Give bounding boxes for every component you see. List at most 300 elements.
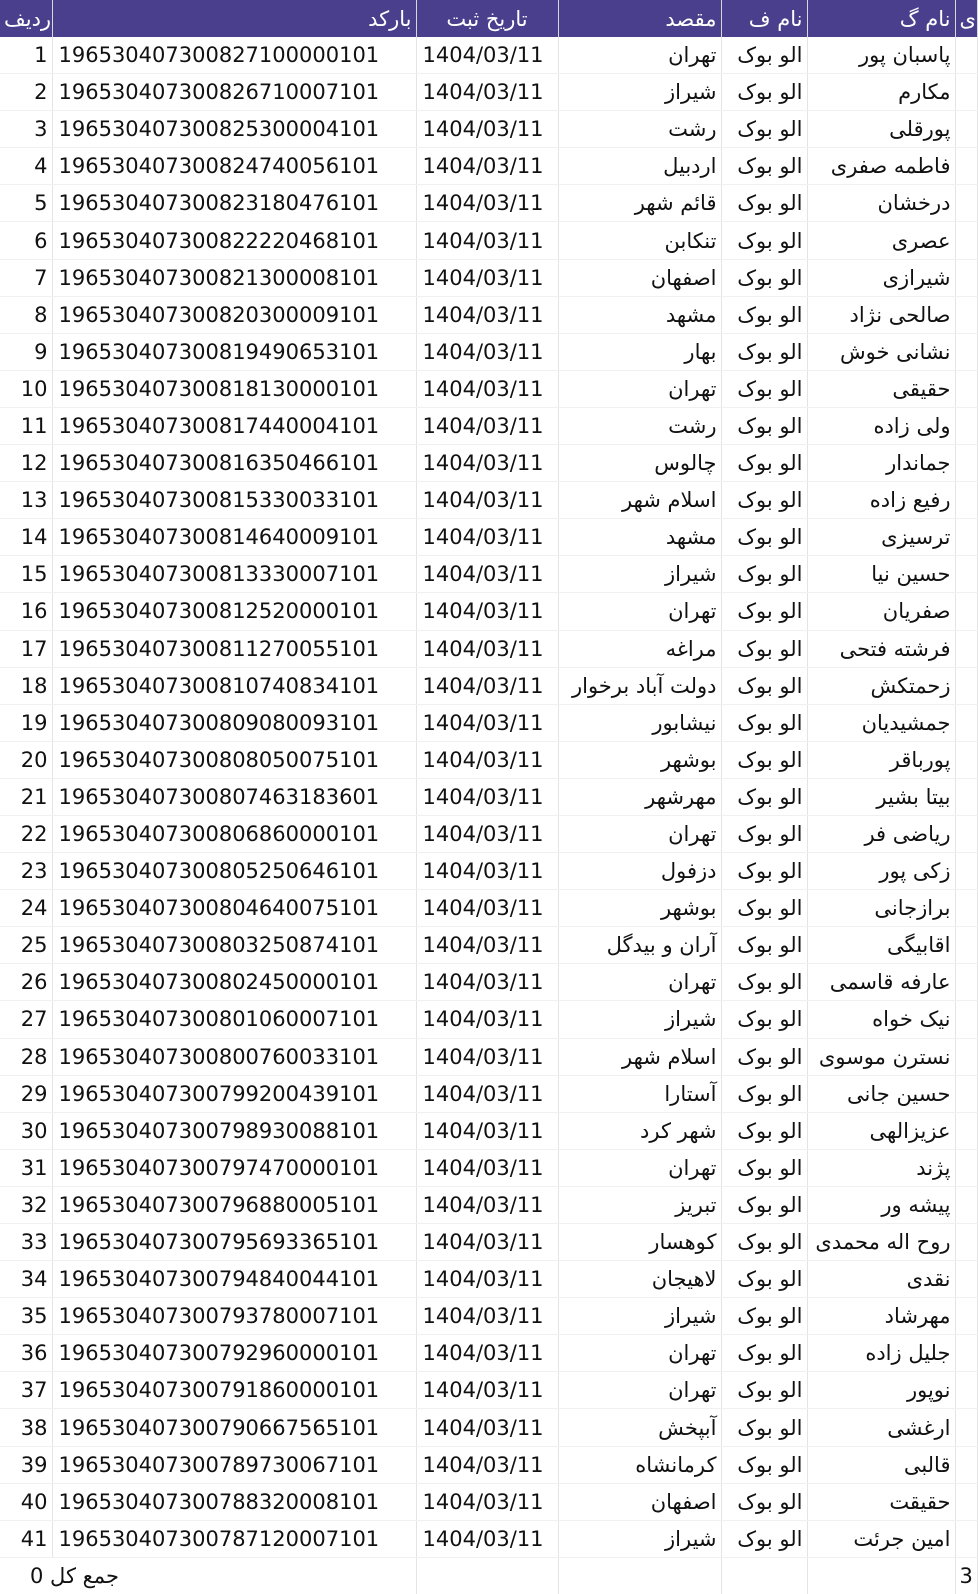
sender-cell[interactable]: الو بوک <box>721 1409 807 1446</box>
total-empty-receiver[interactable] <box>807 1557 955 1594</box>
destination-cell[interactable]: شیراز <box>558 1298 721 1335</box>
receiver-cell[interactable]: نسترن موسوی <box>807 1038 955 1075</box>
barcode-cell[interactable]: 196530407300805250646101 <box>52 853 416 890</box>
row-number-cell[interactable]: 18 <box>0 667 52 704</box>
barcode-cell[interactable]: 196530407300818130000101 <box>52 370 416 407</box>
sender-cell[interactable]: الو بوک <box>721 407 807 444</box>
extra-cell[interactable] <box>955 1112 977 1149</box>
destination-cell[interactable]: لاهیجان <box>558 1261 721 1298</box>
extra-cell[interactable] <box>955 1372 977 1409</box>
destination-cell[interactable]: دولت آباد برخوار <box>558 667 721 704</box>
destination-cell[interactable]: تهران <box>558 593 721 630</box>
header-row-no[interactable]: ردیف <box>0 0 52 37</box>
receiver-cell[interactable]: روح اله محمدی <box>807 1224 955 1261</box>
receiver-cell[interactable]: نقدی <box>807 1261 955 1298</box>
row-number-cell[interactable]: 20 <box>0 741 52 778</box>
row-number-cell[interactable]: 27 <box>0 1001 52 1038</box>
destination-cell[interactable]: آستارا <box>558 1075 721 1112</box>
receiver-cell[interactable]: قالبی <box>807 1446 955 1483</box>
barcode-cell[interactable]: 196530407300789730067101 <box>52 1446 416 1483</box>
extra-cell[interactable] <box>955 445 977 482</box>
receiver-cell[interactable]: برازجانی <box>807 890 955 927</box>
barcode-cell[interactable]: 196530407300824740056101 <box>52 148 416 185</box>
extra-cell[interactable] <box>955 1001 977 1038</box>
reg-date-cell[interactable]: 1404/03/11 <box>416 296 558 333</box>
extra-cell[interactable] <box>955 853 977 890</box>
header-barcode[interactable]: بارکد <box>52 0 416 37</box>
row-number-cell[interactable]: 30 <box>0 1112 52 1149</box>
row-number-cell[interactable]: 11 <box>0 407 52 444</box>
barcode-cell[interactable]: 196530407300823180476101 <box>52 185 416 222</box>
total-extra[interactable]: 3 <box>955 1557 977 1594</box>
barcode-cell[interactable]: 196530407300800760033101 <box>52 1038 416 1075</box>
reg-date-cell[interactable]: 1404/03/11 <box>416 519 558 556</box>
barcode-cell[interactable]: 196530407300814640009101 <box>52 519 416 556</box>
row-number-cell[interactable]: 24 <box>0 890 52 927</box>
receiver-cell[interactable]: بیتا بشیر <box>807 778 955 815</box>
receiver-cell[interactable]: عارفه قاسمی <box>807 964 955 1001</box>
extra-cell[interactable] <box>955 519 977 556</box>
destination-cell[interactable]: رشت <box>558 111 721 148</box>
receiver-cell[interactable]: نیک خواه <box>807 1001 955 1038</box>
reg-date-cell[interactable]: 1404/03/11 <box>416 37 558 74</box>
destination-cell[interactable]: تنکابن <box>558 222 721 259</box>
sender-cell[interactable]: الو بوک <box>721 1335 807 1372</box>
sender-cell[interactable]: الو بوک <box>721 667 807 704</box>
barcode-cell[interactable]: 196530407300803250874101 <box>52 927 416 964</box>
sender-cell[interactable]: الو بوک <box>721 1149 807 1186</box>
reg-date-cell[interactable]: 1404/03/11 <box>416 333 558 370</box>
destination-cell[interactable]: تهران <box>558 370 721 407</box>
destination-cell[interactable]: تهران <box>558 964 721 1001</box>
row-number-cell[interactable]: 7 <box>0 259 52 296</box>
reg-date-cell[interactable]: 1404/03/11 <box>416 741 558 778</box>
row-number-cell[interactable]: 37 <box>0 1372 52 1409</box>
receiver-cell[interactable]: حسین نیا <box>807 556 955 593</box>
barcode-cell[interactable]: 196530407300792960000101 <box>52 1335 416 1372</box>
barcode-cell[interactable]: 196530407300807463183601 <box>52 778 416 815</box>
extra-cell[interactable] <box>955 704 977 741</box>
reg-date-cell[interactable]: 1404/03/11 <box>416 222 558 259</box>
receiver-cell[interactable]: مهرشاد <box>807 1298 955 1335</box>
destination-cell[interactable]: بهار <box>558 333 721 370</box>
sender-cell[interactable]: الو بوک <box>721 1520 807 1557</box>
barcode-cell[interactable]: 196530407300788320008101 <box>52 1483 416 1520</box>
header-receiver[interactable]: نام گ <box>807 0 955 37</box>
reg-date-cell[interactable]: 1404/03/11 <box>416 667 558 704</box>
destination-cell[interactable]: بوشهر <box>558 741 721 778</box>
receiver-cell[interactable]: عزیزالهی <box>807 1112 955 1149</box>
total-empty-date[interactable] <box>416 1557 558 1594</box>
reg-date-cell[interactable]: 1404/03/11 <box>416 927 558 964</box>
sender-cell[interactable]: الو بوک <box>721 1186 807 1223</box>
destination-cell[interactable]: اسلام شهر <box>558 1038 721 1075</box>
extra-cell[interactable] <box>955 37 977 74</box>
reg-date-cell[interactable]: 1404/03/11 <box>416 74 558 111</box>
destination-cell[interactable]: کرمانشاه <box>558 1446 721 1483</box>
receiver-cell[interactable]: پورباقر <box>807 741 955 778</box>
extra-cell[interactable] <box>955 370 977 407</box>
total-empty-dest[interactable] <box>558 1557 721 1594</box>
row-number-cell[interactable]: 28 <box>0 1038 52 1075</box>
extra-cell[interactable] <box>955 296 977 333</box>
reg-date-cell[interactable]: 1404/03/11 <box>416 556 558 593</box>
reg-date-cell[interactable]: 1404/03/11 <box>416 1261 558 1298</box>
barcode-cell[interactable]: 196530407300801060007101 <box>52 1001 416 1038</box>
extra-cell[interactable] <box>955 964 977 1001</box>
extra-cell[interactable] <box>955 1149 977 1186</box>
row-number-cell[interactable]: 19 <box>0 704 52 741</box>
barcode-cell[interactable]: 196530407300812520000101 <box>52 593 416 630</box>
destination-cell[interactable]: اردبیل <box>558 148 721 185</box>
row-number-cell[interactable]: 25 <box>0 927 52 964</box>
sender-cell[interactable]: الو بوک <box>721 630 807 667</box>
sender-cell[interactable]: الو بوک <box>721 37 807 74</box>
reg-date-cell[interactable]: 1404/03/11 <box>416 1224 558 1261</box>
sender-cell[interactable]: الو بوک <box>721 815 807 852</box>
receiver-cell[interactable]: امین جرئت <box>807 1520 955 1557</box>
barcode-cell[interactable]: 196530407300826710007101 <box>52 74 416 111</box>
header-extra[interactable]: ی <box>955 0 977 37</box>
reg-date-cell[interactable]: 1404/03/11 <box>416 1149 558 1186</box>
destination-cell[interactable]: مشهد <box>558 296 721 333</box>
barcode-cell[interactable]: 196530407300821300008101 <box>52 259 416 296</box>
destination-cell[interactable]: تهران <box>558 1149 721 1186</box>
destination-cell[interactable]: تهران <box>558 1335 721 1372</box>
row-number-cell[interactable]: 5 <box>0 185 52 222</box>
barcode-cell[interactable]: 196530407300813330007101 <box>52 556 416 593</box>
extra-cell[interactable] <box>955 556 977 593</box>
barcode-cell[interactable]: 196530407300787120007101 <box>52 1520 416 1557</box>
barcode-cell[interactable]: 196530407300809080093101 <box>52 704 416 741</box>
destination-cell[interactable]: تهران <box>558 815 721 852</box>
row-number-cell[interactable]: 40 <box>0 1483 52 1520</box>
extra-cell[interactable] <box>955 74 977 111</box>
receiver-cell[interactable]: فرشته فتحی <box>807 630 955 667</box>
receiver-cell[interactable]: نوپور <box>807 1372 955 1409</box>
sender-cell[interactable]: الو بوک <box>721 1372 807 1409</box>
destination-cell[interactable]: اصفهان <box>558 259 721 296</box>
sender-cell[interactable]: الو بوک <box>721 148 807 185</box>
destination-cell[interactable]: شیراز <box>558 74 721 111</box>
row-number-cell[interactable]: 29 <box>0 1075 52 1112</box>
receiver-cell[interactable]: فاطمه صفری <box>807 148 955 185</box>
destination-cell[interactable]: اصفهان <box>558 1483 721 1520</box>
destination-cell[interactable]: آبپخش <box>558 1409 721 1446</box>
reg-date-cell[interactable]: 1404/03/11 <box>416 1483 558 1520</box>
barcode-cell[interactable]: 196530407300795693365101 <box>52 1224 416 1261</box>
sender-cell[interactable]: الو بوک <box>721 1446 807 1483</box>
row-number-cell[interactable]: 22 <box>0 815 52 852</box>
reg-date-cell[interactable]: 1404/03/11 <box>416 1186 558 1223</box>
receiver-cell[interactable]: جماندار <box>807 445 955 482</box>
destination-cell[interactable]: قائم شهر <box>558 185 721 222</box>
extra-cell[interactable] <box>955 1261 977 1298</box>
receiver-cell[interactable]: عصری <box>807 222 955 259</box>
reg-date-cell[interactable]: 1404/03/11 <box>416 1372 558 1409</box>
reg-date-cell[interactable]: 1404/03/11 <box>416 111 558 148</box>
reg-date-cell[interactable]: 1404/03/11 <box>416 1409 558 1446</box>
reg-date-cell[interactable]: 1404/03/11 <box>416 445 558 482</box>
extra-cell[interactable] <box>955 1335 977 1372</box>
row-number-cell[interactable]: 39 <box>0 1446 52 1483</box>
row-number-cell[interactable]: 16 <box>0 593 52 630</box>
receiver-cell[interactable]: پاسبان پور <box>807 37 955 74</box>
reg-date-cell[interactable]: 1404/03/11 <box>416 370 558 407</box>
barcode-cell[interactable]: 196530407300794840044101 <box>52 1261 416 1298</box>
reg-date-cell[interactable]: 1404/03/11 <box>416 1520 558 1557</box>
barcode-cell[interactable]: 196530407300817440004101 <box>52 407 416 444</box>
receiver-cell[interactable]: جمشیدیان <box>807 704 955 741</box>
receiver-cell[interactable]: پورقلی <box>807 111 955 148</box>
extra-cell[interactable] <box>955 1409 977 1446</box>
destination-cell[interactable]: کوهسار <box>558 1224 721 1261</box>
sender-cell[interactable]: الو بوک <box>721 704 807 741</box>
barcode-cell[interactable]: 196530407300796880005101 <box>52 1186 416 1223</box>
receiver-cell[interactable]: رفیع زاده <box>807 482 955 519</box>
row-number-cell[interactable]: 31 <box>0 1149 52 1186</box>
header-destination[interactable]: مقصد <box>558 0 721 37</box>
header-sender[interactable]: نام ف <box>721 0 807 37</box>
reg-date-cell[interactable]: 1404/03/11 <box>416 778 558 815</box>
reg-date-cell[interactable]: 1404/03/11 <box>416 1298 558 1335</box>
barcode-cell[interactable]: 196530407300798930088101 <box>52 1112 416 1149</box>
barcode-cell[interactable]: 196530407300790667565101 <box>52 1409 416 1446</box>
barcode-cell[interactable]: 196530407300811270055101 <box>52 630 416 667</box>
barcode-cell[interactable]: 196530407300791860000101 <box>52 1372 416 1409</box>
sender-cell[interactable]: الو بوک <box>721 296 807 333</box>
row-number-cell[interactable]: 8 <box>0 296 52 333</box>
reg-date-cell[interactable]: 1404/03/11 <box>416 704 558 741</box>
extra-cell[interactable] <box>955 111 977 148</box>
destination-cell[interactable]: شیراز <box>558 1001 721 1038</box>
destination-cell[interactable]: مراغه <box>558 630 721 667</box>
sender-cell[interactable]: الو بوک <box>721 1261 807 1298</box>
reg-date-cell[interactable]: 1404/03/11 <box>416 1001 558 1038</box>
reg-date-cell[interactable]: 1404/03/11 <box>416 185 558 222</box>
receiver-cell[interactable]: شیرازی <box>807 259 955 296</box>
extra-cell[interactable] <box>955 667 977 704</box>
reg-date-cell[interactable]: 1404/03/11 <box>416 1446 558 1483</box>
destination-cell[interactable]: تهران <box>558 37 721 74</box>
extra-cell[interactable] <box>955 1520 977 1557</box>
extra-cell[interactable] <box>955 222 977 259</box>
extra-cell[interactable] <box>955 482 977 519</box>
row-number-cell[interactable]: 21 <box>0 778 52 815</box>
row-number-cell[interactable]: 6 <box>0 222 52 259</box>
sender-cell[interactable]: الو بوک <box>721 890 807 927</box>
extra-cell[interactable] <box>955 1075 977 1112</box>
row-number-cell[interactable]: 36 <box>0 1335 52 1372</box>
receiver-cell[interactable]: زحمتکش <box>807 667 955 704</box>
receiver-cell[interactable]: حقیقی <box>807 370 955 407</box>
extra-cell[interactable] <box>955 185 977 222</box>
sender-cell[interactable]: الو بوک <box>721 741 807 778</box>
extra-cell[interactable] <box>955 593 977 630</box>
extra-cell[interactable] <box>955 778 977 815</box>
row-number-cell[interactable]: 35 <box>0 1298 52 1335</box>
sender-cell[interactable]: الو بوک <box>721 1001 807 1038</box>
sender-cell[interactable]: الو بوک <box>721 964 807 1001</box>
receiver-cell[interactable]: نشانی خوش <box>807 333 955 370</box>
receiver-cell[interactable]: ارغشی <box>807 1409 955 1446</box>
barcode-cell[interactable]: 196530407300825300004101 <box>52 111 416 148</box>
reg-date-cell[interactable]: 1404/03/11 <box>416 482 558 519</box>
sender-cell[interactable]: الو بوک <box>721 111 807 148</box>
receiver-cell[interactable]: حقیقت <box>807 1483 955 1520</box>
row-number-cell[interactable]: 14 <box>0 519 52 556</box>
extra-cell[interactable] <box>955 630 977 667</box>
destination-cell[interactable]: نیشابور <box>558 704 721 741</box>
row-number-cell[interactable]: 38 <box>0 1409 52 1446</box>
reg-date-cell[interactable]: 1404/03/11 <box>416 593 558 630</box>
row-number-cell[interactable]: 26 <box>0 964 52 1001</box>
extra-cell[interactable] <box>955 1038 977 1075</box>
extra-cell[interactable] <box>955 333 977 370</box>
row-number-cell[interactable]: 9 <box>0 333 52 370</box>
reg-date-cell[interactable]: 1404/03/11 <box>416 1038 558 1075</box>
destination-cell[interactable]: دزفول <box>558 853 721 890</box>
sender-cell[interactable]: الو بوک <box>721 445 807 482</box>
receiver-cell[interactable]: ریاضی فر <box>807 815 955 852</box>
row-number-cell[interactable]: 4 <box>0 148 52 185</box>
sender-cell[interactable]: الو بوک <box>721 222 807 259</box>
barcode-cell[interactable]: 196530407300822220468101 <box>52 222 416 259</box>
barcode-cell[interactable]: 196530407300808050075101 <box>52 741 416 778</box>
extra-cell[interactable] <box>955 1483 977 1520</box>
extra-cell[interactable] <box>955 927 977 964</box>
reg-date-cell[interactable]: 1404/03/11 <box>416 1112 558 1149</box>
row-number-cell[interactable]: 2 <box>0 74 52 111</box>
row-number-cell[interactable]: 13 <box>0 482 52 519</box>
row-number-cell[interactable]: 41 <box>0 1520 52 1557</box>
sender-cell[interactable]: الو بوک <box>721 259 807 296</box>
row-number-cell[interactable]: 15 <box>0 556 52 593</box>
extra-cell[interactable] <box>955 1446 977 1483</box>
receiver-cell[interactable]: پژند <box>807 1149 955 1186</box>
sender-cell[interactable]: الو بوک <box>721 1075 807 1112</box>
row-number-cell[interactable]: 10 <box>0 370 52 407</box>
receiver-cell[interactable]: صفریان <box>807 593 955 630</box>
destination-cell[interactable]: رشت <box>558 407 721 444</box>
destination-cell[interactable]: چالوس <box>558 445 721 482</box>
barcode-cell[interactable]: 196530407300799200439101 <box>52 1075 416 1112</box>
destination-cell[interactable]: بوشهر <box>558 890 721 927</box>
sender-cell[interactable]: الو بوک <box>721 74 807 111</box>
total-empty-sender[interactable] <box>721 1557 807 1594</box>
sender-cell[interactable]: الو بوک <box>721 556 807 593</box>
extra-cell[interactable] <box>955 148 977 185</box>
receiver-cell[interactable]: حسین جانی <box>807 1075 955 1112</box>
sender-cell[interactable]: الو بوک <box>721 185 807 222</box>
destination-cell[interactable]: شیراز <box>558 1520 721 1557</box>
sender-cell[interactable]: الو بوک <box>721 853 807 890</box>
extra-cell[interactable] <box>955 815 977 852</box>
barcode-cell[interactable]: 196530407300815330033101 <box>52 482 416 519</box>
row-number-cell[interactable]: 34 <box>0 1261 52 1298</box>
row-number-cell[interactable]: 12 <box>0 445 52 482</box>
receiver-cell[interactable]: جلیل زاده <box>807 1335 955 1372</box>
sender-cell[interactable]: الو بوک <box>721 519 807 556</box>
extra-cell[interactable] <box>955 407 977 444</box>
reg-date-cell[interactable]: 1404/03/11 <box>416 853 558 890</box>
barcode-cell[interactable]: 196530407300819490653101 <box>52 333 416 370</box>
row-number-cell[interactable]: 32 <box>0 1186 52 1223</box>
row-number-cell[interactable]: 17 <box>0 630 52 667</box>
row-number-cell[interactable]: 23 <box>0 853 52 890</box>
extra-cell[interactable] <box>955 1186 977 1223</box>
sender-cell[interactable]: الو بوک <box>721 1038 807 1075</box>
row-number-cell[interactable]: 33 <box>0 1224 52 1261</box>
receiver-cell[interactable]: زکی پور <box>807 853 955 890</box>
destination-cell[interactable]: شهر کرد <box>558 1112 721 1149</box>
receiver-cell[interactable]: اقابیگی <box>807 927 955 964</box>
total-label[interactable]: جمع کل 0 <box>0 1557 416 1594</box>
destination-cell[interactable]: تبریز <box>558 1186 721 1223</box>
barcode-cell[interactable]: 196530407300816350466101 <box>52 445 416 482</box>
sender-cell[interactable]: الو بوک <box>721 593 807 630</box>
sender-cell[interactable]: الو بوک <box>721 1112 807 1149</box>
sender-cell[interactable]: الو بوک <box>721 482 807 519</box>
receiver-cell[interactable]: درخشان <box>807 185 955 222</box>
receiver-cell[interactable]: مکارم <box>807 74 955 111</box>
header-reg-date[interactable]: تاریخ ثبت <box>416 0 558 37</box>
barcode-cell[interactable]: 196530407300797470000101 <box>52 1149 416 1186</box>
sender-cell[interactable]: الو بوک <box>721 927 807 964</box>
destination-cell[interactable]: اسلام شهر <box>558 482 721 519</box>
reg-date-cell[interactable]: 1404/03/11 <box>416 630 558 667</box>
sender-cell[interactable]: الو بوک <box>721 1298 807 1335</box>
barcode-cell[interactable]: 196530407300827100000101 <box>52 37 416 74</box>
reg-date-cell[interactable]: 1404/03/11 <box>416 407 558 444</box>
destination-cell[interactable]: آران و بیدگل <box>558 927 721 964</box>
reg-date-cell[interactable]: 1404/03/11 <box>416 148 558 185</box>
barcode-cell[interactable]: 196530407300820300009101 <box>52 296 416 333</box>
extra-cell[interactable] <box>955 1224 977 1261</box>
receiver-cell[interactable]: ولی زاده <box>807 407 955 444</box>
row-number-cell[interactable]: 1 <box>0 37 52 74</box>
sender-cell[interactable]: الو بوک <box>721 333 807 370</box>
receiver-cell[interactable]: پیشه ور <box>807 1186 955 1223</box>
sender-cell[interactable]: الو بوک <box>721 778 807 815</box>
reg-date-cell[interactable]: 1404/03/11 <box>416 1335 558 1372</box>
reg-date-cell[interactable]: 1404/03/11 <box>416 890 558 927</box>
barcode-cell[interactable]: 196530407300810740834101 <box>52 667 416 704</box>
destination-cell[interactable]: مهرشهر <box>558 778 721 815</box>
destination-cell[interactable]: مشهد <box>558 519 721 556</box>
reg-date-cell[interactable]: 1404/03/11 <box>416 964 558 1001</box>
barcode-cell[interactable]: 196530407300793780007101 <box>52 1298 416 1335</box>
barcode-cell[interactable]: 196530407300806860000101 <box>52 815 416 852</box>
extra-cell[interactable] <box>955 890 977 927</box>
destination-cell[interactable]: شیراز <box>558 556 721 593</box>
extra-cell[interactable] <box>955 259 977 296</box>
extra-cell[interactable] <box>955 741 977 778</box>
extra-cell[interactable] <box>955 1298 977 1335</box>
receiver-cell[interactable]: صالحی نژاد <box>807 296 955 333</box>
sender-cell[interactable]: الو بوک <box>721 370 807 407</box>
row-number-cell[interactable]: 3 <box>0 111 52 148</box>
destination-cell[interactable]: تهران <box>558 1372 721 1409</box>
reg-date-cell[interactable]: 1404/03/11 <box>416 259 558 296</box>
barcode-cell[interactable]: 196530407300804640075101 <box>52 890 416 927</box>
reg-date-cell[interactable]: 1404/03/11 <box>416 1075 558 1112</box>
sender-cell[interactable]: الو بوک <box>721 1483 807 1520</box>
receiver-cell[interactable]: ترسیزی <box>807 519 955 556</box>
barcode-cell[interactable]: 196530407300802450000101 <box>52 964 416 1001</box>
reg-date-cell[interactable]: 1404/03/11 <box>416 815 558 852</box>
sender-cell[interactable]: الو بوک <box>721 1224 807 1261</box>
